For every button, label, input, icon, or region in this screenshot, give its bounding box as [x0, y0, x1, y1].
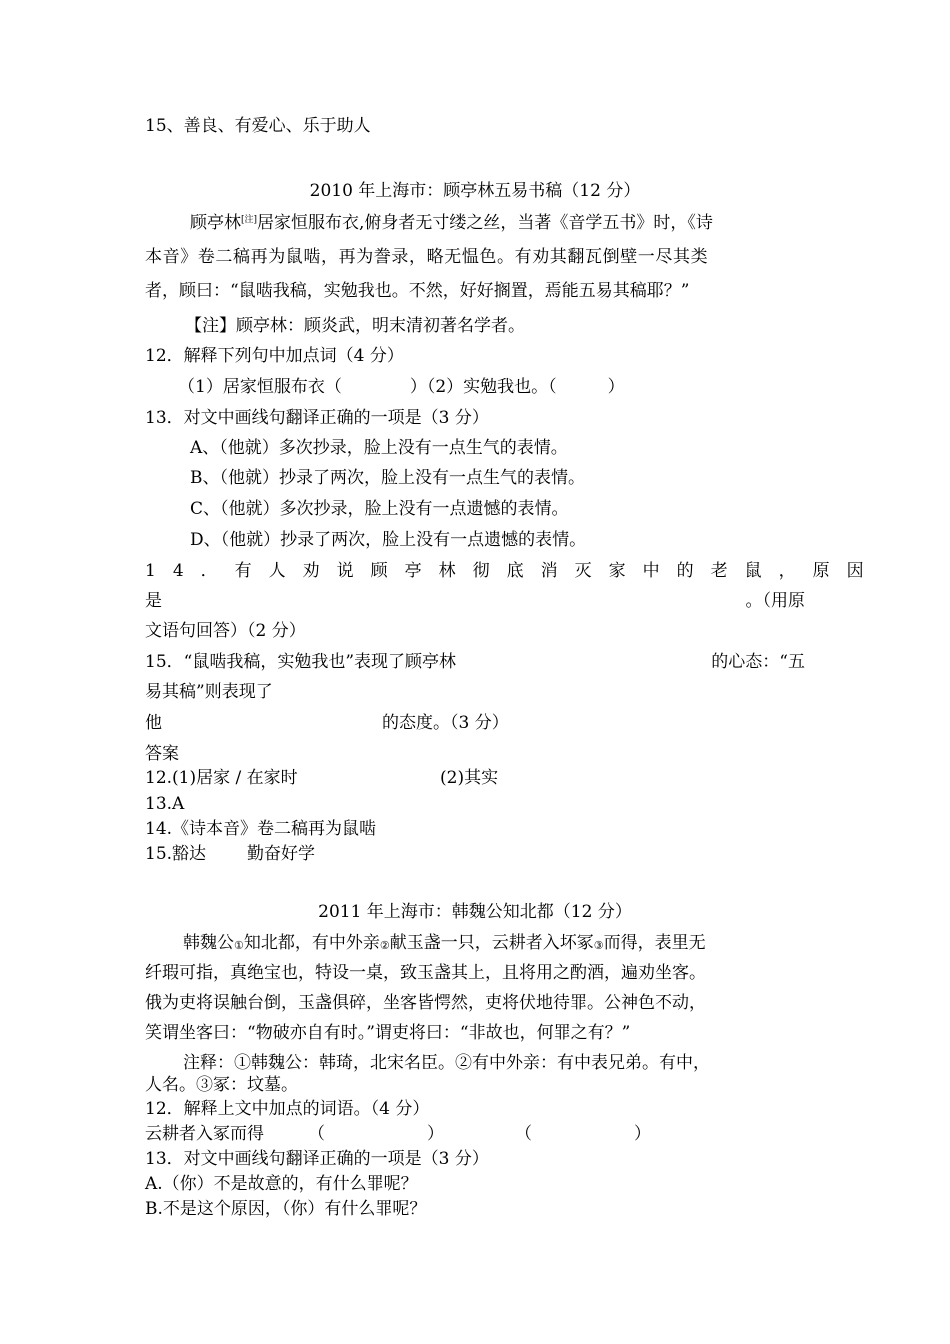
section1-q14-line2: [145, 593, 805, 610]
q15-text: 他: [145, 713, 162, 733]
q12-text: 云耕者入冢而得: [145, 1124, 264, 1144]
q13-option-c: C、（他就）多次抄录，脸上没有一点遗憾的表情。: [190, 499, 569, 519]
section1-passage-line2: 本音》卷二稿再为鼠啮，再为誊录，略无愠色。有劝其翻瓦倒壁一尽其类: [145, 247, 709, 267]
q13-option-b: B、（他就）抄录了两次，脸上没有一点生气的表情。: [190, 468, 585, 488]
passage-text: 而得，表里无: [603, 933, 706, 953]
passage-text: 献玉盏一只，云耕者入坏冢: [389, 933, 594, 953]
section2-q12: 12．解释上文中加点的词语。（4 分）: [145, 1099, 430, 1119]
section1-q15-line1: [145, 654, 805, 671]
answer-heading: 答案: [145, 744, 179, 764]
q15-text: 15．“鼠啮我稿，实勉我也”表现了顾亭林: [145, 652, 457, 672]
q15-text: 的态度。（3 分）: [382, 713, 509, 733]
answer-text: 勤奋好学: [247, 844, 315, 864]
section2-note-line2: 人名。③冢：坟墓。: [145, 1075, 298, 1095]
section2-passage-line1: [183, 935, 706, 952]
section2-q12-item: [145, 1124, 651, 1144]
section1-q13: 13．对文中画线句翻译正确的一项是（3 分）: [145, 408, 489, 428]
answer-text: 15.豁达: [145, 844, 207, 864]
footnote-marker: ③: [593, 939, 604, 952]
passage-text: 顾亭林: [190, 213, 241, 233]
section1-title: 2010 年上海市：顾亭林五易书稿（12 分）: [309, 181, 641, 201]
section1-q12: 12．解释下列句中加点词（4 分）: [145, 346, 404, 366]
passage-text: 韩魏公: [183, 933, 234, 953]
q13-option-a: A、（他就）多次抄录，脸上没有一点生气的表情。: [190, 438, 568, 458]
section1-q14-line3: 文语句回答）（2 分）: [145, 621, 306, 641]
answer-12: [145, 768, 499, 788]
section2-q13: 13．对文中画线句翻译正确的一项是（3 分）: [145, 1149, 489, 1169]
section2-title: 2011 年上海市：韩魏公知北都（12 分）: [318, 902, 632, 922]
answer-text: 12.(1)居家 / 在家时: [145, 768, 298, 788]
footnote-marker: [注]: [241, 215, 258, 225]
answer-13: 13.A: [145, 794, 185, 814]
section1-note: 【注】顾亭林：顾炎武，明末清初著名学者。: [185, 316, 525, 336]
answer-text: (2)其实: [440, 768, 499, 788]
footnote-marker: ②: [379, 939, 390, 952]
q14-text: 是: [145, 591, 162, 611]
section2-passage-line2: 纤瑕可指，真绝宝也，特设一桌，致玉盏其上，且将用之酌酒，遍劝坐客。: [145, 963, 706, 983]
q15-text: 的心态：“五: [711, 652, 805, 672]
answer-15: [145, 844, 315, 864]
answer-blank: （ ）: [515, 1124, 651, 1144]
passage-text: 知北都，有中外亲: [243, 933, 380, 953]
section1-passage-line1: [190, 215, 713, 232]
section1-passage-line3: 者，顾曰：“鼠啮我稿，实勉我也。不然，好好搁置，焉能五易其稿耶？”: [145, 281, 690, 301]
passage-text: 居家恒服布衣,俯身者无寸缕之丝，当著《音学五书》时，《诗: [257, 213, 713, 233]
section1-q15-line2: 易其稿”则表现了: [145, 682, 273, 702]
q14-text: 。（用原: [745, 591, 805, 611]
section1-q15-line3: [145, 713, 509, 733]
previous-answer-15: 15、善良、有爱心、乐于助人: [145, 116, 371, 136]
q13-option-d: D、（他就）抄录了两次，脸上没有一点遗憾的表情。: [190, 530, 587, 550]
answer-14: 14.《诗本音》卷二稿再为鼠啮: [145, 819, 377, 839]
section1-q14-line1: 14．有人劝说顾亭林彻底消灭家中的老鼠，原因: [145, 561, 881, 581]
section2-passage-line4: 笑谓坐客曰：“物破亦自有时。”谓吏将曰：“非故也，何罪之有？”: [145, 1023, 631, 1043]
section2-q13-option-b: B.不是这个原因，（你）有什么罪呢？: [145, 1199, 427, 1219]
section1-q12-items: （1）居家恒服布衣（ ）（2）实勉我也。（ ）: [178, 377, 625, 397]
section2-note-line1: 注释：①韩魏公：韩琦，北宋名臣。②有中外亲：有中表兄弟。有中，: [183, 1053, 710, 1073]
answer-blank: （ ）: [308, 1124, 444, 1144]
footnote-marker: ①: [234, 939, 244, 952]
section2-q13-option-a: A.（你）不是故意的，有什么罪呢？: [145, 1174, 418, 1194]
section2-passage-line3: 俄为吏将误触台倒，玉盏俱碎，坐客皆愕然，吏将伏地待罪。公神色不动，: [145, 993, 706, 1013]
